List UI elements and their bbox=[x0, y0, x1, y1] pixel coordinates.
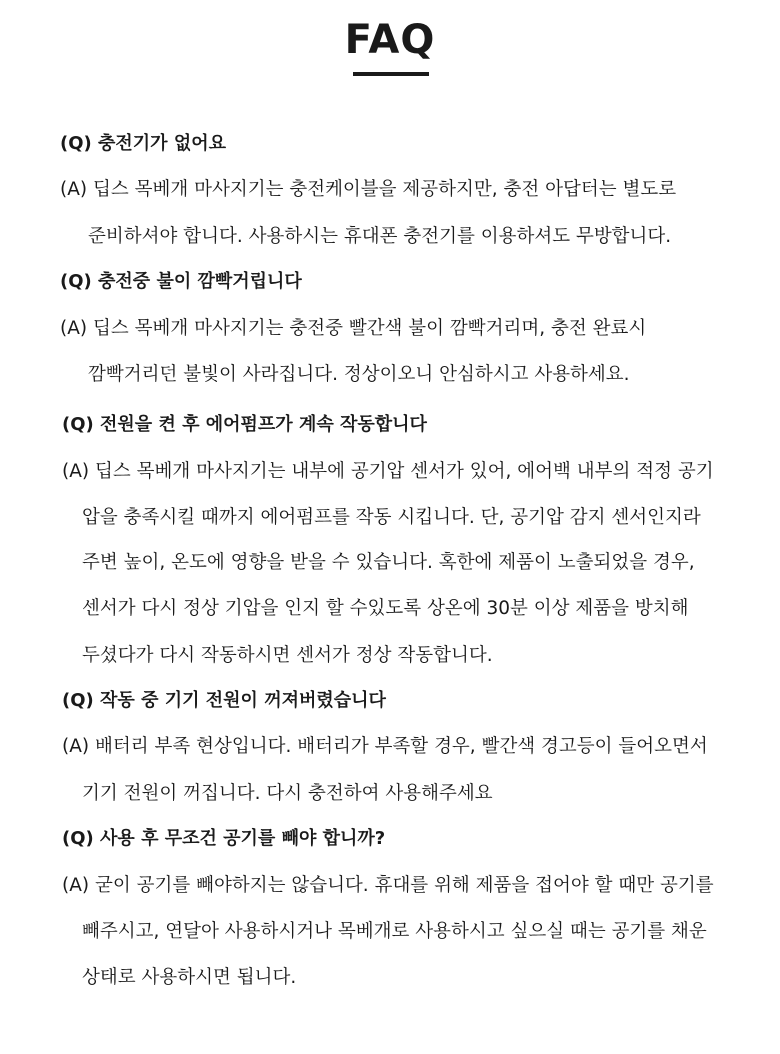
faq-answer-4-line-2: 기기 전원이 꺼집니다. 다시 충전하여 사용해주세요 bbox=[82, 783, 493, 804]
faq-answer-3-line-1: (A) 딥스 목베개 마사지기는 내부에 공기압 센서가 있어, 에어백 내부의 적정 공기 bbox=[62, 461, 714, 482]
faq-answer-3-line-4: 센서가 다시 정상 기압을 인지 할 수있도록 상온에 30분 이상 제품을 방치해 bbox=[82, 598, 689, 619]
faq-question-4: (Q) 작동 중 기기 전원이 꺼져버렸습니다 bbox=[62, 690, 386, 711]
faq-question-2: (Q) 충전중 불이 깜빡거립니다 bbox=[60, 271, 302, 292]
faq-answer-4-line-1: (A) 배터리 부족 현상입니다. 배터리가 부족할 경우, 빨간색 경고등이 들어오면서 bbox=[62, 736, 708, 757]
faq-answer-2-line-1: (A) 딥스 목베개 마사지기는 충전중 빨간색 불이 깜빡거리며, 충전 완료시 bbox=[60, 318, 647, 339]
faq-answer-3-line-5: 두셨다가 다시 작동하시면 센서가 정상 작동합니다. bbox=[82, 645, 493, 666]
faq-answer-2-line-2: 깜빡거리던 불빛이 사라집니다. 정상이오니 안심하시고 사용하세요. bbox=[88, 364, 630, 385]
faq-answer-5-line-1: (A) 굳이 공기를 빼야하지는 않습니다. 휴대를 위해 제품을 접어야 할 때만 공기를 bbox=[62, 875, 714, 896]
faq-answer-1-line-2: 준비하셔야 합니다. 사용하시는 휴대폰 충전기를 이용하셔도 무방합니다. bbox=[88, 226, 672, 247]
faq-answer-1-line-1: (A) 딥스 목베개 마사지기는 충전케이블을 제공하지만, 충전 아답터는 별도로 bbox=[60, 179, 677, 200]
faq-answer-5-line-3: 상태로 사용하시면 됩니다. bbox=[82, 967, 297, 988]
faq-question-3: (Q) 전원을 켠 후 에어펌프가 계속 작동합니다 bbox=[62, 414, 427, 435]
faq-answer-5-line-2: 빼주시고, 연달아 사용하시거나 목베개로 사용하시고 싶으실 때는 공기를 채운 bbox=[82, 921, 707, 942]
title-underline bbox=[353, 72, 429, 76]
page-title: FAQ bbox=[344, 17, 436, 63]
faq-answer-3-line-2: 압을 충족시킬 때까지 에어펌프를 작동 시킵니다. 단, 공기압 감지 센서인지라 bbox=[82, 507, 701, 528]
faq-question-1: (Q) 충전기가 없어요 bbox=[60, 133, 227, 154]
faq-answer-3-line-3: 주변 높이, 온도에 영향을 받을 수 있습니다. 혹한에 제품이 노출되었을 경우, bbox=[82, 552, 695, 573]
faq-question-5: (Q) 사용 후 무조건 공기를 빼야 합니까? bbox=[62, 828, 386, 849]
